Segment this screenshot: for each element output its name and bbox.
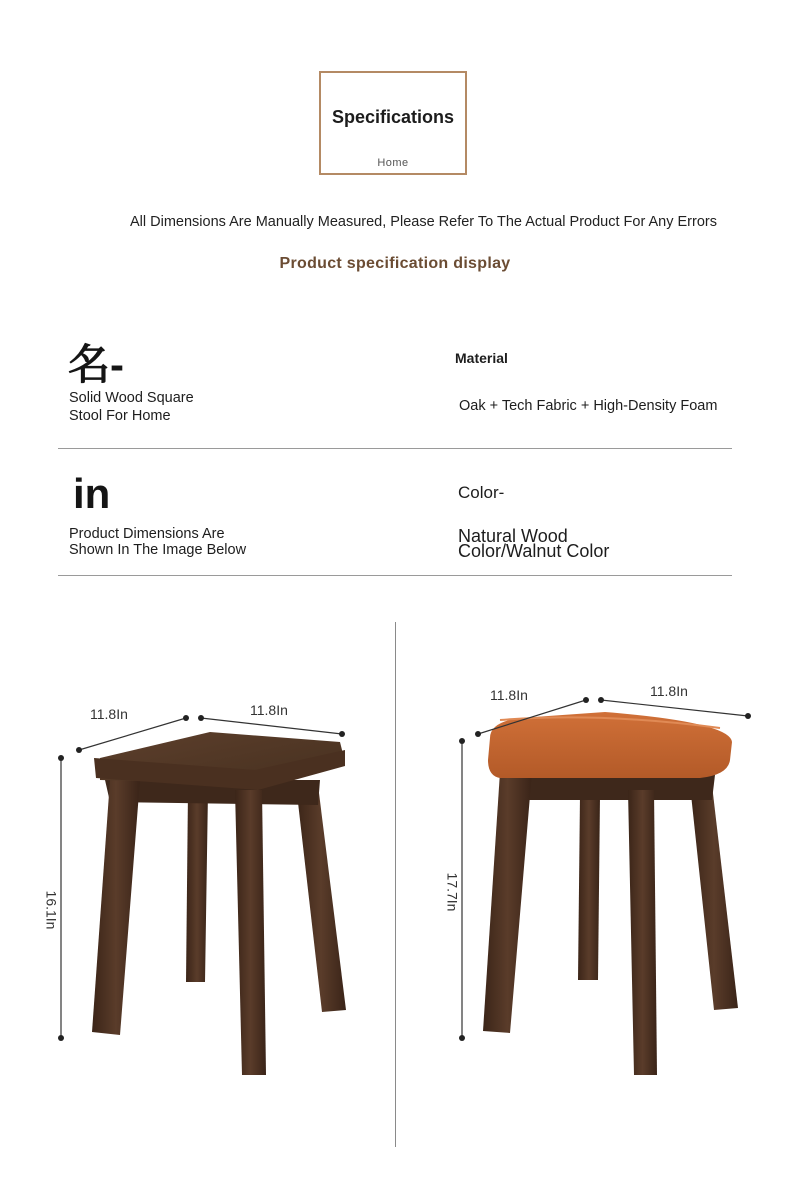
dimension-dot (583, 697, 589, 703)
right-stool-cushion (488, 712, 732, 778)
right-stool-front-leg (483, 772, 532, 1033)
dimension-dot (76, 747, 82, 753)
dimension-dot (183, 715, 189, 721)
size-value-line-1: Product Dimensions Are (69, 526, 225, 542)
name-value-line-2: Stool For Home (69, 408, 171, 424)
dimension-dot (459, 738, 465, 744)
color-label: Color- (458, 483, 505, 502)
left-stool-back-leg (186, 790, 208, 982)
left-height-label: 16.1In (43, 890, 60, 930)
left-width-label: 11.8In (250, 702, 288, 718)
dimension-dot (58, 1035, 64, 1041)
name-value-line-1: Solid Wood Square (69, 390, 194, 406)
left-stool-leg (296, 785, 346, 1012)
dimension-dot (339, 731, 345, 737)
material-label: Material (455, 350, 508, 366)
left-width-line (201, 718, 342, 734)
right-stool-apron (500, 775, 715, 800)
right-depth-label: 11.8In (490, 687, 528, 703)
left-stool-front-leg (92, 780, 140, 1035)
right-height-label: 17.7In (444, 872, 461, 912)
dimension-dot (459, 1035, 465, 1041)
section-title: Product specification display (279, 255, 511, 272)
color-value-line-2: Color/Walnut Color (458, 541, 610, 561)
dimension-dot (475, 731, 481, 737)
color-value-line-1: Natural Wood (458, 526, 568, 546)
specifications-subtitle: Home (377, 157, 409, 169)
dimension-dot (58, 755, 64, 761)
right-width-label: 11.8In (650, 683, 688, 699)
right-stool-back-leg (578, 795, 600, 980)
right-stool-front-leg (628, 790, 657, 1075)
size-glyph: in (73, 470, 111, 517)
dimension-dot (198, 715, 204, 721)
material-value: Oak + Tech Fabric + High-Density Foam (459, 398, 718, 414)
right-stool-leg (690, 785, 738, 1010)
size-value-line-2: Shown In The Image Below (69, 542, 247, 558)
dimension-dot (598, 697, 604, 703)
specifications-title: Specifications (331, 107, 455, 127)
left-depth-label: 11.8In (90, 706, 128, 722)
dimension-dot (745, 713, 751, 719)
measurement-disclaimer: All Dimensions Are Manually Measured, Please Refer To The Actual Product For Any Errors (130, 214, 717, 230)
left-stool-front-leg (235, 790, 266, 1075)
name-glyph: 名- (68, 341, 124, 388)
